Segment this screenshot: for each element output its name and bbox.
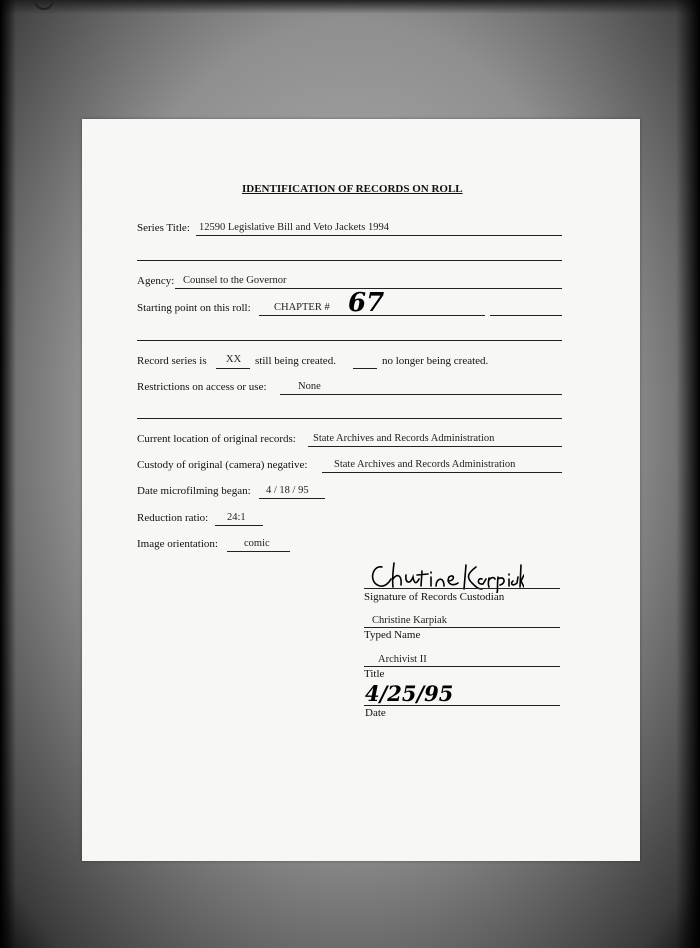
restrictions-label: Restrictions on access or use: bbox=[137, 381, 267, 393]
agency-value: Counsel to the Governor bbox=[183, 275, 287, 286]
title-label: Title bbox=[364, 668, 385, 680]
date-label: Date bbox=[365, 707, 386, 719]
current-location-line bbox=[308, 446, 562, 447]
typed-name-line bbox=[364, 627, 560, 628]
starting-point-line-2 bbox=[137, 340, 562, 341]
typed-name-value: Christine Karpiak bbox=[372, 615, 447, 626]
reduction-value: 24:1 bbox=[227, 512, 246, 523]
reduction-label: Reduction ratio: bbox=[137, 512, 209, 524]
still-created-label: still being created. bbox=[255, 355, 336, 367]
orientation-line bbox=[227, 551, 290, 552]
form-title: IDENTIFICATION OF RECORDS ON ROLL bbox=[242, 183, 463, 195]
orientation-value: comic bbox=[244, 538, 270, 549]
form-sheet bbox=[82, 119, 640, 861]
current-location-value: State Archives and Records Administration bbox=[313, 433, 495, 444]
date-line bbox=[364, 705, 560, 706]
agency-label: Agency: bbox=[137, 275, 175, 287]
custody-value: State Archives and Records Administration bbox=[334, 459, 516, 470]
restrictions-value: None bbox=[298, 381, 321, 392]
title-line bbox=[364, 666, 560, 667]
starting-point-handwritten: 67 bbox=[348, 288, 385, 318]
typed-name-label: Typed Name bbox=[364, 629, 421, 641]
date-began-value: 4 / 18 / 95 bbox=[266, 485, 309, 496]
orientation-label: Image orientation: bbox=[137, 538, 218, 550]
series-title-line-2 bbox=[137, 260, 562, 261]
starting-point-line-end bbox=[490, 315, 562, 316]
no-longer-line bbox=[353, 368, 377, 369]
film-top-edge bbox=[0, 0, 700, 14]
no-longer-label: no longer being created. bbox=[382, 355, 489, 367]
signature-label: Signature of Records Custodian bbox=[364, 591, 505, 603]
date-began-line bbox=[259, 498, 325, 499]
custody-line bbox=[322, 472, 562, 473]
series-title-label: Series Title: bbox=[137, 222, 190, 234]
series-title-value: 12590 Legislative Bill and Veto Jackets 1994 bbox=[199, 222, 389, 233]
date-handwritten: 4/25/95 bbox=[365, 681, 454, 706]
starting-point-value: CHAPTER # bbox=[274, 302, 330, 313]
record-series-mark-line bbox=[216, 368, 250, 369]
series-title-line bbox=[196, 235, 562, 236]
film-left-edge bbox=[0, 0, 16, 948]
custody-label: Custody of original (camera) negative: bbox=[137, 459, 308, 471]
restrictions-line bbox=[280, 394, 562, 395]
reduction-line bbox=[215, 525, 263, 526]
record-series-mark: XX bbox=[226, 354, 242, 365]
signature-line bbox=[364, 588, 560, 589]
restrictions-line-2 bbox=[137, 418, 562, 419]
date-began-label: Date microfilming began: bbox=[137, 485, 251, 497]
title-value: Archivist II bbox=[378, 654, 427, 665]
record-series-label: Record series is bbox=[137, 355, 207, 367]
film-right-edge bbox=[676, 0, 700, 948]
current-location-label: Current location of original records: bbox=[137, 433, 296, 445]
starting-point-label: Starting point on this roll: bbox=[137, 302, 251, 314]
